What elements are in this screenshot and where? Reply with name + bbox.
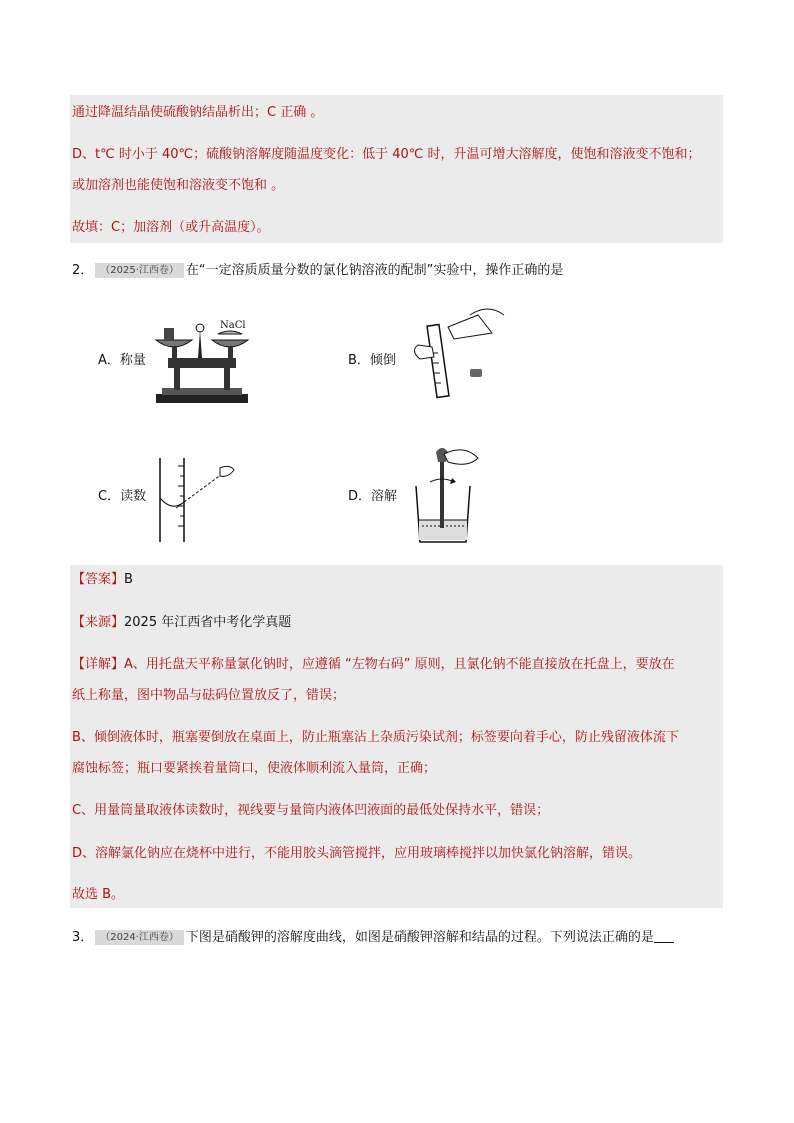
option-d-label: D．溶解 [348, 489, 398, 504]
option-c-label: C．读数 [98, 489, 147, 504]
detail-b-line-2: 腐蚀标签；瓶口要紧挨着量筒口，使液体顺利流入量筒，正确； [72, 761, 437, 776]
answer-blank [654, 930, 674, 943]
detail-a-line-1 [72, 656, 675, 674]
balance-figure [150, 316, 254, 406]
conclusion-line: 故选 B。 [72, 887, 125, 902]
question-stem: 下图是硝酸钾的溶解度曲线，如图是硝酸钾溶解和结晶的过程。下列说法正确的是 [185, 930, 654, 945]
question-3 [72, 929, 674, 947]
answer-label: 【答案】 [72, 572, 125, 587]
prev-answer-line-1: 通过降温结晶使硫酸钠结晶析出；C 正确 。 [72, 105, 324, 120]
source-line [72, 614, 291, 632]
detail-b-line-1: B、倾倒液体时，瓶塞要倒放在桌面上，防止瓶塞沾上杂质污染试剂；标签要向着手心，防止残留液体流下 [72, 730, 679, 745]
pouring-figure [408, 305, 518, 410]
source-label: 【来源】 [72, 615, 125, 630]
option-b-label: B．倾倒 [348, 353, 396, 368]
question-number: 2． [72, 263, 94, 278]
detail-a-text-1: A、用托盘天平称量氯化钠时，应遵循 “左物右码” 原则，且氯化钠不能直接放在托盘上，要放在 [124, 657, 675, 672]
source-tag: （2025·江西卷） [95, 263, 184, 278]
question-stem: 在“一定溶质质量分数的氯化钠溶液的配制”实验中，操作正确的是 [185, 263, 564, 278]
source-tag: （2024·江西卷） [95, 930, 184, 945]
prev-answer-line-3: 或加溶剂也能使饱和溶液变不饱和 。 [72, 178, 285, 193]
prev-answer-line-2: D、t℃ 时小于 40℃；硫酸钠溶解度随温度变化：低于 40℃ 时，升温可增大溶解度，使饱和溶液变不饱和； [72, 147, 701, 162]
question-2 [72, 262, 563, 280]
nacl-label: NaCl [220, 320, 246, 331]
dissolving-figure [408, 446, 488, 546]
detail-a-line-2: 纸上称量，图中物品与砝码位置放反了，错误； [72, 688, 346, 703]
reading-figure [150, 456, 240, 546]
answer-line [72, 571, 133, 589]
question-number: 3． [72, 930, 94, 945]
option-a-label: A．称量 [98, 353, 146, 368]
prev-answer-line-4: 故填：C；加溶剂（或升高温度）。 [72, 220, 270, 235]
detail-label: 【详解】 [72, 657, 125, 672]
detail-c-line: C、用量筒量取液体读数时，视线要与量筒内液体凹液面的最低处保持水平，错误； [72, 803, 550, 818]
source-value: 2025 年江西省中考化学真题 [124, 615, 292, 630]
answer-value: B [124, 572, 133, 587]
detail-d-line: D、溶解氯化钠应在烧杯中进行，不能用胶头滴管搅拌，应用玻璃棒搅拌以加快氯化钠溶解，错误。 [72, 846, 642, 861]
